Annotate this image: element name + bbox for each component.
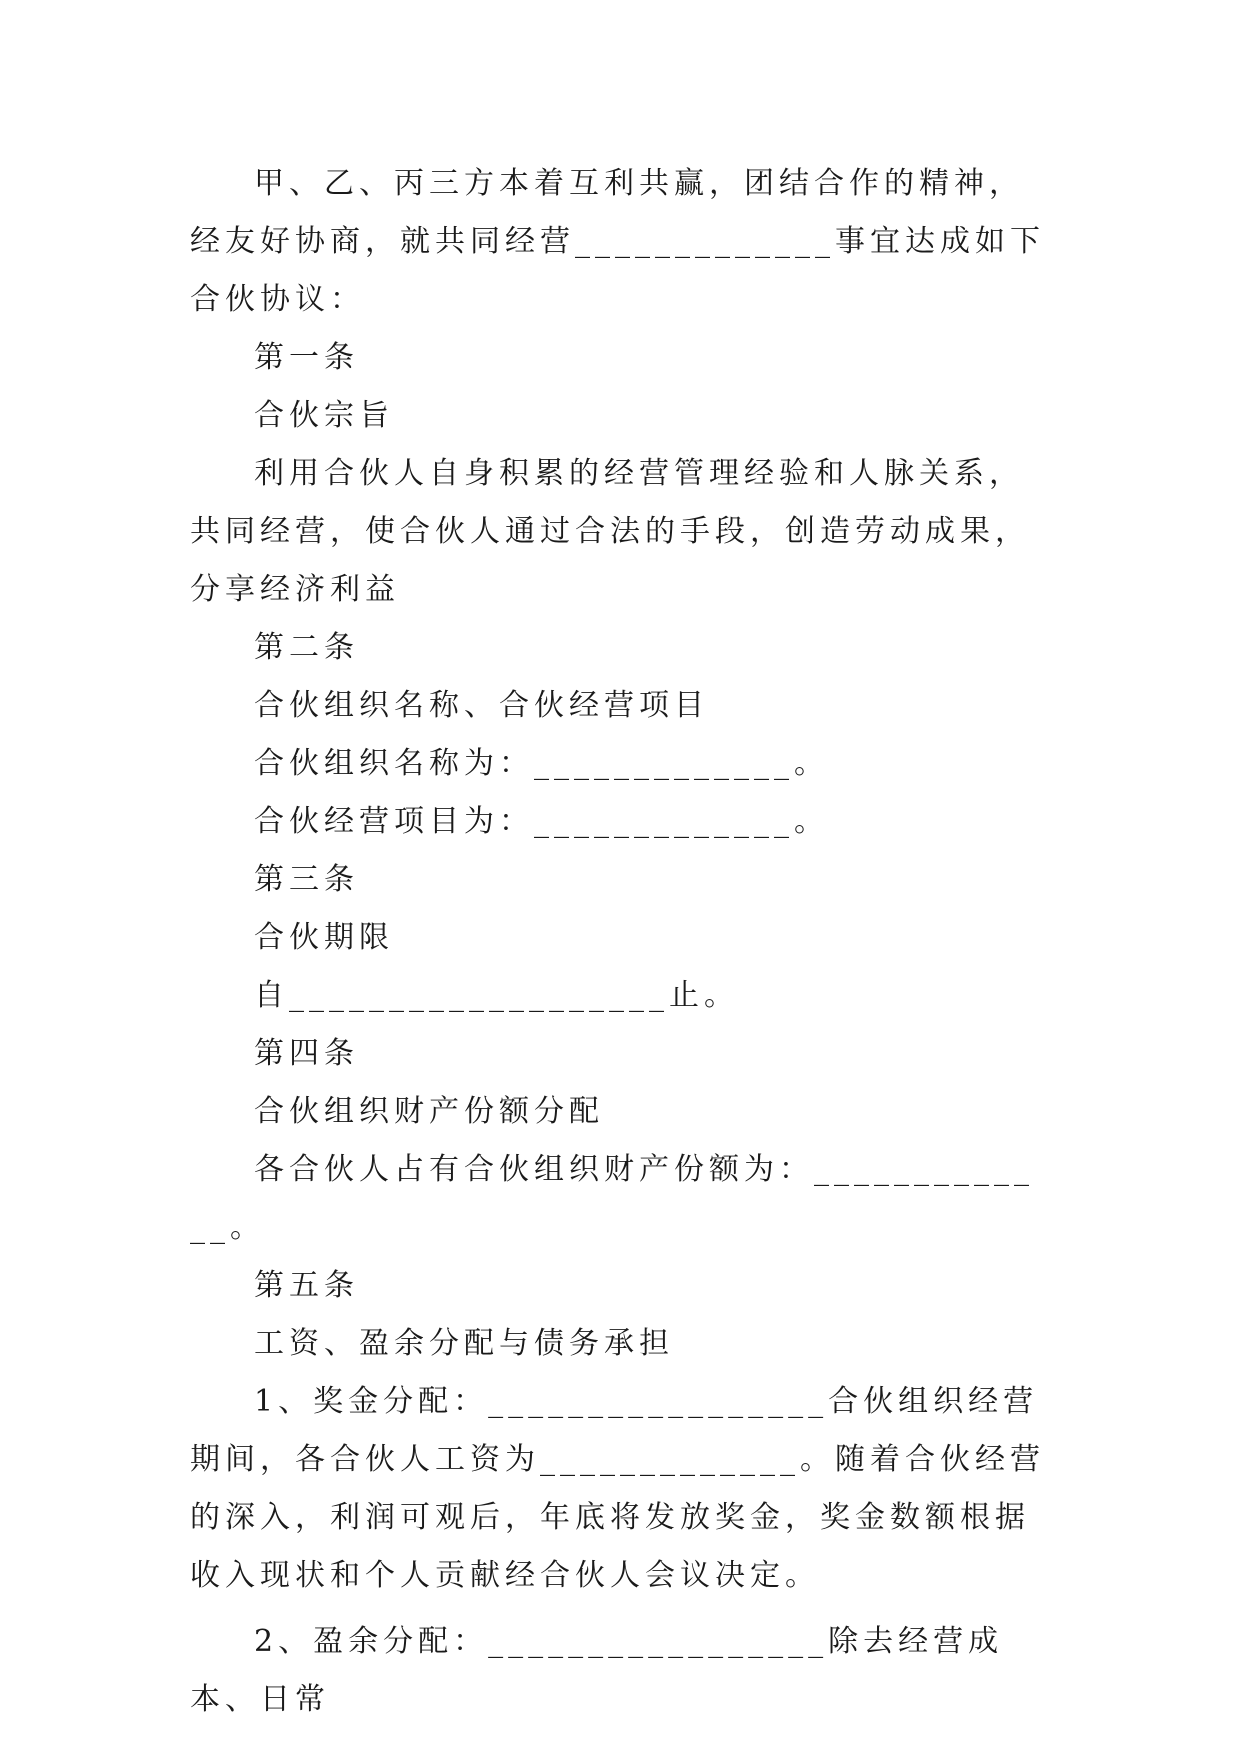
article-4-title: 合伙组织财产份额分配 [254, 1094, 604, 1129]
article-4-heading: 第四条 [254, 1036, 359, 1071]
article-3-title: 合伙期限 [254, 920, 394, 955]
article-4-body: 各合伙人占有合伙组织财产份额为：_____________。 [190, 1152, 1034, 1245]
article-2-project-line: 合伙经营项目为：_____________。 [254, 804, 829, 839]
article-5-item-1: 1、奖金分配：_________________合伙组织经营期间，各合伙人工资为_____________。随着合伙经营的深入，利润可观后，年底将发放奖金，奖金数额根据收入现状和个人贡献经合伙人会议决定。 [190, 1384, 1045, 1593]
article-5-heading: 第五条 [254, 1268, 359, 1303]
document-body [190, 155, 1050, 1729]
article-5-title: 工资、盈余分配与债务承担 [254, 1326, 674, 1361]
article-5-item-2: 2、盈余分配：_________________除去经营成本、日常 [190, 1624, 1004, 1717]
article-1-heading: 第一条 [254, 340, 359, 375]
article-3-body: 自___________________止。 [254, 978, 739, 1013]
article-1-body: 利用合伙人自身积累的经营管理经验和人脉关系，共同经营，使合伙人通过合法的手段，创造劳动成果，分享经济利益 [190, 456, 1030, 607]
article-3-heading: 第三条 [254, 862, 359, 897]
article-1-title: 合伙宗旨 [254, 398, 394, 433]
paragraph-intro: 甲、乙、丙三方本着互利共赢，团结合作的精神，经友好协商，就共同经营_____________事宜达成如下合伙协议： [190, 166, 1045, 317]
article-2-name-line: 合伙组织名称为：_____________。 [254, 746, 829, 781]
article-2-title: 合伙组织名称、合伙经营项目 [254, 688, 709, 723]
article-2-heading: 第二条 [254, 630, 359, 665]
